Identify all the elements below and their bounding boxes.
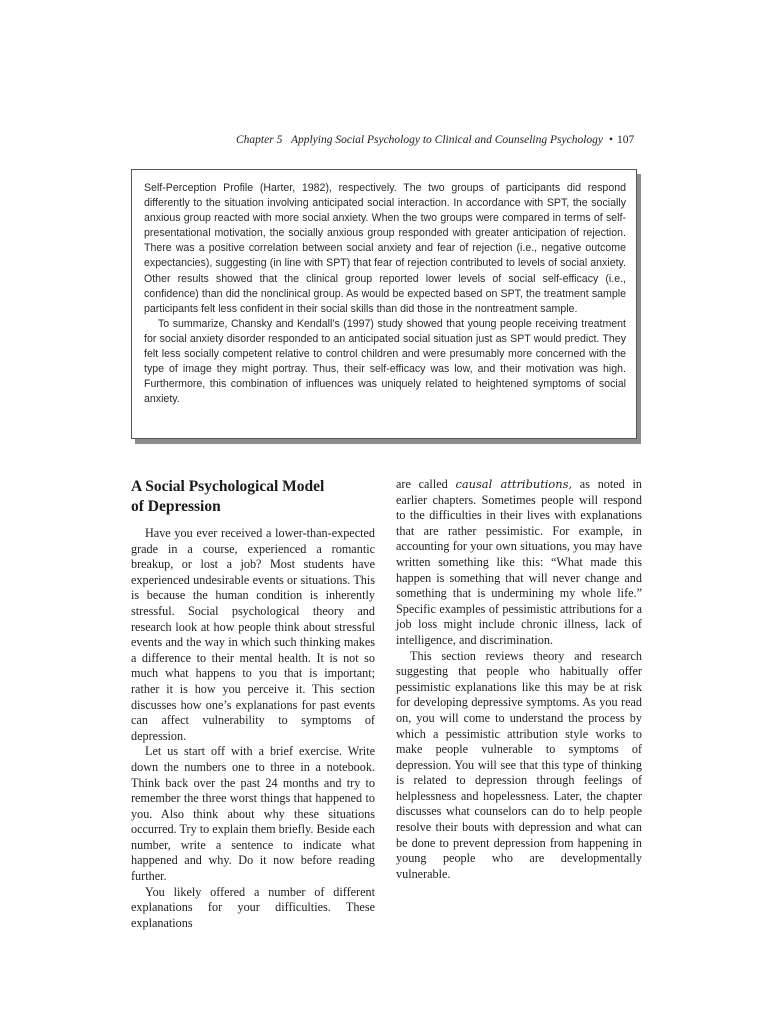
text-run: as noted in earlier chapters. Sometimes people will respond to the difficulties in their lives with explanations that are rather pessimistic. For example, in accounting for your own situations, you may have written something like this: “What made this happen is something that will never change and something that is undermining my whole life.” Specific examples of pessimistic attributions for a job loss might include chronic illness, lack of intelligence, and discrimination. bbox=[396, 477, 642, 647]
box-paragraph: Self-Perception Profile (Harter, 1982), respectively. The two groups of participants did respond differently to the situation involving anticipated social interaction. In accordance with SPT, the socially anxious group reacted with more social anxiety. When the two groups were compared in terms of self-presentational motivation, the socially anxious group responded with greater anticipation of rejection. There was a positive correlation between social anxiety and fear of rejection (i.e., negative outcome expectancies), suggesting (in line with SPT) that fear of rejection contributed to levels of social anxiety. Other results showed that the clinical group reported lower levels of social self-efficacy (i.e., confidence) than did the nonclinical group. As would be expected based on SPT, the treatment sample participants felt less confident in their social skills than did those in the nontreatment sample. bbox=[144, 182, 626, 315]
section-heading-line: of Depression bbox=[131, 498, 221, 515]
chapter-label: Chapter 5 bbox=[236, 134, 283, 146]
sidebar-box bbox=[131, 169, 637, 439]
box-paragraph: To summarize, Chansky and Kendall’s (1997) study showed that young people receiving treatment for social anxiety disorder responded to an anticipated social situation just as SPT would predict. They felt less socially competent relative to control children and were presumably more concerned with the type of image they might portray. Thus, their self-efficacy was low, and their motivation was high. Furthermore, this combination of influences was uniquely related to heightened symptoms of social anxiety. bbox=[144, 317, 626, 406]
section-heading bbox=[131, 477, 375, 517]
body-paragraph bbox=[396, 477, 642, 649]
body-paragraph: You likely offered a number of different explanations for your difficulties. These explanations bbox=[131, 884, 375, 930]
body-paragraph: Have you ever received a lower-than-expected grade in a course, experienced a romantic breakup, or lost a job? Most students have experienced undesirable events or situations. This is because the human condition is inherently stressful. Social psychological theory and research look at how people think about stressful events and the way in which such thinking makes a difference to their mental health. It is not so much what happens to you that is important; rather it is how you perceive it. This section discusses how one’s explanations for past events can affect vulnerability to symptoms of depression. bbox=[131, 526, 375, 743]
section-heading-line: A Social Psychological Model bbox=[131, 478, 325, 495]
bullet-icon: • bbox=[609, 134, 614, 146]
left-column bbox=[131, 477, 375, 931]
italic-term: causal attributions, bbox=[455, 477, 573, 491]
text-run: are called bbox=[396, 477, 456, 491]
running-head bbox=[236, 134, 642, 146]
page-number: 107 bbox=[617, 134, 635, 146]
right-column bbox=[396, 477, 642, 882]
chapter-title: Applying Social Psychology to Clinical and Counseling Psychology bbox=[290, 134, 603, 146]
body-paragraph: Let us start off with a brief exercise. Write down the numbers one to three in a notebook. Think back over the past 24 months and try to remember the three worst things that happened to you. Also think about why these situations occurred. Try to explain them briefly. Beside each number, write a sentence to indicate what happened and why. Do it now before reading further. bbox=[131, 744, 375, 884]
body-paragraph: This section reviews theory and research suggesting that people who habitually offer pessimistic explanations like this may be at risk for developing depressive symptoms. As you read on, you will come to understand the process by which a pessimistic attribution style works to make people vulnerable to symptoms of depression. You will see that this type of thinking is related to depression through feelings of helplessness and hopelessness. Later, the chapter discusses what counselors can do to help people resolve their bouts with depression and what can be done to prevent depression from happening in young people who are developmentally vulnerable. bbox=[396, 648, 642, 881]
